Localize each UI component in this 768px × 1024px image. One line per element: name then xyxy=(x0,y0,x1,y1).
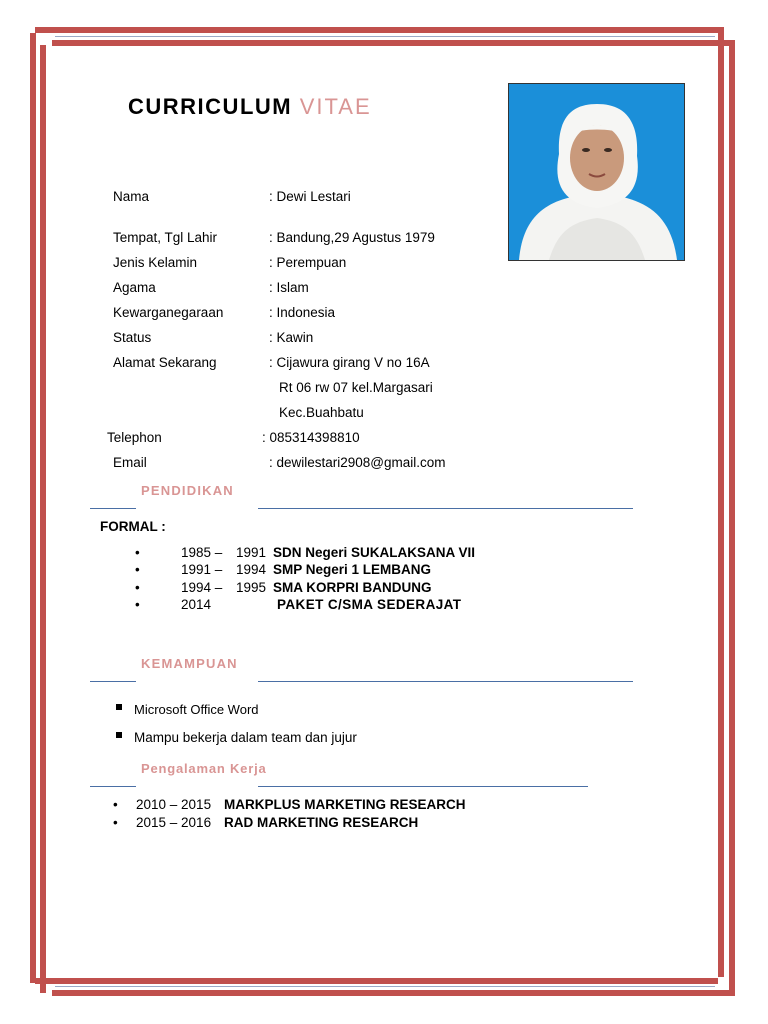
list-item-education-2 xyxy=(0,562,768,580)
bullet: • xyxy=(113,797,118,812)
value-email: : dewilestari2908@gmail.com xyxy=(269,455,446,470)
frame-right-inner xyxy=(729,40,735,990)
skill-item-2: Mampu bekerja dalam team dan jujur xyxy=(134,730,357,745)
bullet: • xyxy=(135,597,140,612)
edu-school: SDN Negeri SUKALAKSANA VII xyxy=(273,545,476,560)
edu-school: PAKET C/SMA SEDERAJAT xyxy=(277,597,462,612)
section-heading-pengalaman: Pengalaman Kerja xyxy=(141,761,267,776)
section-heading-kemampuan: KEMAMPUAN xyxy=(141,656,238,671)
exp-company: RAD MARKETING RESEARCH xyxy=(224,815,419,830)
section-rule-pendidikan-right xyxy=(258,508,633,509)
section-rule-pengalaman-left xyxy=(90,786,136,787)
frame-bottom-outer xyxy=(35,978,718,984)
exp-period: 2010 – 2015 xyxy=(136,797,212,812)
subheading-formal: FORMAL : xyxy=(100,519,166,534)
list-item-education-1 xyxy=(0,545,768,563)
value-jenis-kelamin: : Perempuan xyxy=(269,255,347,270)
label-tempat-tgl-lahir: Tempat, Tgl Lahir xyxy=(113,230,218,245)
label-email: Email xyxy=(113,455,147,470)
value-telephon: : 085314398810 xyxy=(262,430,360,445)
label-jenis-kelamin: Jenis Kelamin xyxy=(113,255,198,270)
label-status: Status xyxy=(113,330,152,345)
label-telephon: Telephon xyxy=(107,430,162,445)
frame-left-inner xyxy=(40,45,46,993)
exp-company: MARKPLUS MARKETING RESEARCH xyxy=(224,797,466,812)
label-kewarganegaraan: Kewarganegaraan xyxy=(113,305,224,320)
edu-school: SMA KORPRI BANDUNG xyxy=(273,580,432,595)
title-accent: VITAE xyxy=(299,94,372,119)
bullet: • xyxy=(113,815,118,830)
section-rule-kemampuan-right xyxy=(258,681,633,682)
edu-start: 2014 xyxy=(181,597,212,612)
profile-photo xyxy=(508,83,685,261)
value-status: : Kawin xyxy=(269,330,314,345)
edu-end: 1991 xyxy=(236,545,267,560)
page-title xyxy=(128,94,372,120)
bullet: • xyxy=(135,580,140,595)
title-main: CURRICULUM xyxy=(128,94,293,119)
value-alamat-line3: Kec.Buahbatu xyxy=(279,405,364,420)
frame-thin-top xyxy=(55,36,715,37)
list-item-experience-1 xyxy=(0,797,768,815)
label-agama: Agama xyxy=(113,280,156,295)
section-rule-kemampuan-left xyxy=(90,681,136,682)
value-tempat-tgl-lahir: : Bandung,29 Agustus 1979 xyxy=(269,230,435,245)
edu-school: SMP Negeri 1 LEMBANG xyxy=(273,562,432,577)
value-alamat: : Cijawura girang V no 16A xyxy=(269,355,430,370)
edu-start: 1994 – xyxy=(181,580,223,595)
label-nama: Nama xyxy=(113,189,150,204)
edu-end: 1995 xyxy=(236,580,267,595)
value-alamat-line2: Rt 06 rw 07 kel.Margasari xyxy=(279,380,433,395)
frame-top-outer xyxy=(35,27,718,33)
square-bullet-icon xyxy=(116,732,122,738)
edu-start: 1991 – xyxy=(181,562,223,577)
value-agama: : Islam xyxy=(269,280,309,295)
label-alamat: Alamat Sekarang xyxy=(113,355,217,370)
list-item-education-4 xyxy=(0,597,768,615)
frame-bottom-inner xyxy=(52,990,735,996)
edu-end: 1994 xyxy=(236,562,267,577)
section-heading-pendidikan: PENDIDIKAN xyxy=(141,483,234,498)
list-item-experience-2 xyxy=(0,815,768,833)
square-bullet-icon xyxy=(116,704,122,710)
frame-top-inner xyxy=(52,40,735,46)
frame-thin-bottom xyxy=(55,986,715,987)
bullet: • xyxy=(135,562,140,577)
list-item-education-3 xyxy=(0,580,768,598)
section-rule-pendidikan-left xyxy=(90,508,136,509)
frame-left-outer xyxy=(30,33,36,983)
skill-item-1: Microsoft Office Word xyxy=(134,702,259,717)
bullet: • xyxy=(135,545,140,560)
edu-start: 1985 – xyxy=(181,545,223,560)
value-kewarganegaraan: : Indonesia xyxy=(269,305,336,320)
exp-period: 2015 – 2016 xyxy=(136,815,212,830)
value-nama: : Dewi Lestari xyxy=(269,189,351,204)
frame-right-outer xyxy=(718,27,724,977)
section-rule-pengalaman-right xyxy=(258,786,588,787)
portrait-image xyxy=(509,84,684,260)
